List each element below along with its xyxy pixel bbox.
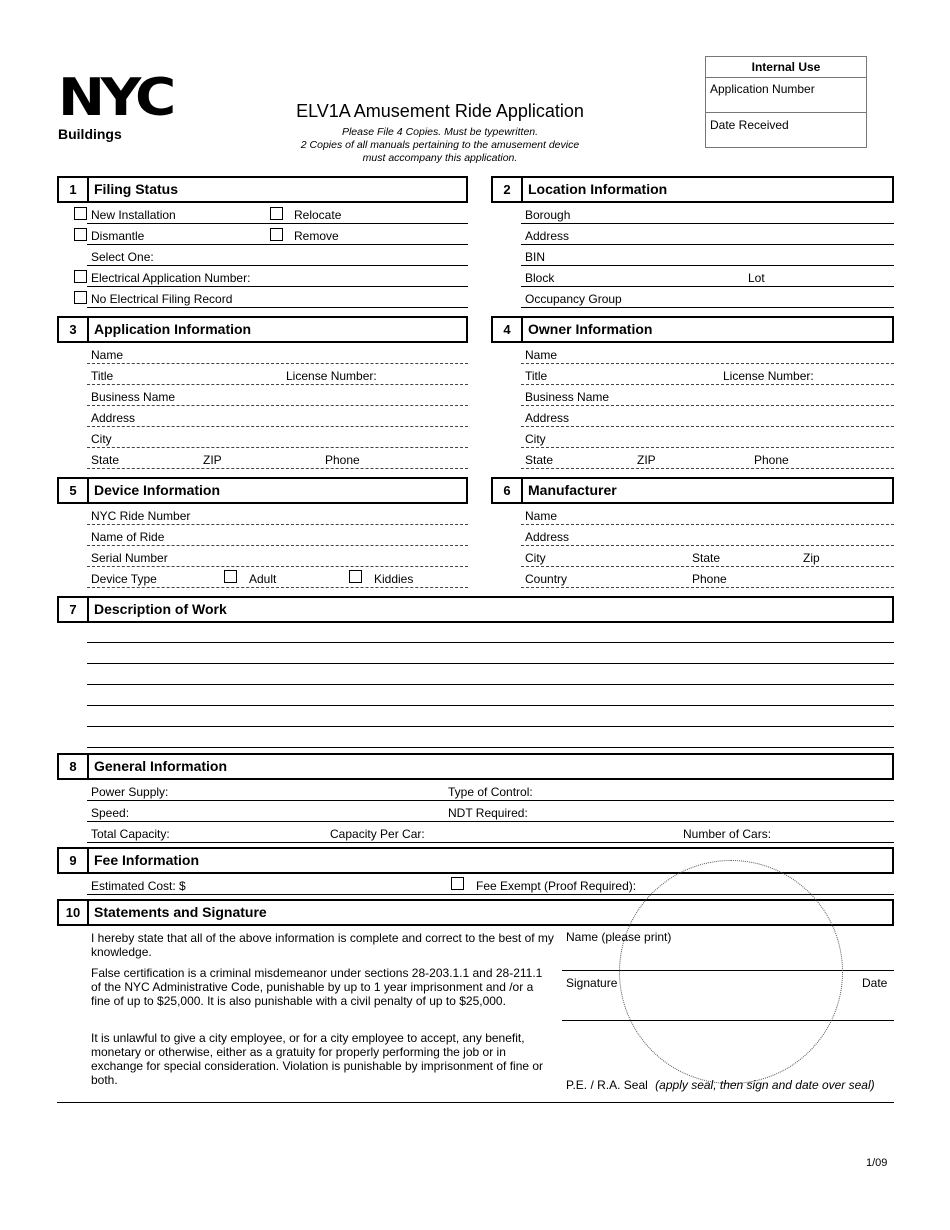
name-print-label: Name (please print) — [566, 930, 672, 944]
seal-circle[interactable] — [619, 860, 843, 1084]
logo-nyc-text: NYC — [58, 68, 172, 128]
section-7-header: 7 Description of Work — [57, 596, 894, 623]
owner-name-field[interactable]: Name — [521, 344, 894, 364]
bottom-rule — [57, 1102, 894, 1103]
section-1-header: 1 Filing Status — [57, 176, 468, 203]
statement-knowledge: I hereby state that all of the above information is complete and correct to the best of my knowledge. — [91, 931, 554, 959]
date-received-field[interactable]: Date Received — [710, 118, 789, 132]
applicant-title-field[interactable]: Title License Number: — [87, 365, 468, 385]
nyc-buildings-logo — [58, 68, 198, 147]
owner-city-field[interactable]: City — [521, 428, 894, 448]
manufacturer-city-state-zip-field[interactable]: City State Zip — [521, 547, 894, 567]
capacity-row[interactable]: Total Capacity: Capacity Per Car: Number of Cars: — [87, 823, 894, 843]
applicant-address-field[interactable]: Address — [87, 407, 468, 427]
dismantle-checkbox[interactable] — [74, 228, 87, 241]
block-lot-field[interactable]: Block Lot — [521, 267, 894, 287]
section-5-header: 5 Device Information — [57, 477, 468, 504]
form-title: ELV1A Amusement Ride Application — [296, 101, 584, 121]
device-type-row: Device Type Adult Kiddies — [87, 568, 468, 588]
speed-ndt-row[interactable]: Speed: NDT Required: — [87, 802, 894, 822]
location-address-field[interactable]: Address — [521, 225, 894, 245]
applicant-name-field[interactable]: Name — [87, 344, 468, 364]
s1-row-4[interactable]: Electrical Application Number: — [87, 267, 468, 287]
s1-row-5: No Electrical Filing Record — [87, 288, 468, 308]
s1-row-3: Select One: — [87, 246, 468, 266]
section-4-header: 4 Owner Information — [491, 316, 894, 343]
new-installation-checkbox[interactable] — [74, 207, 87, 220]
fee-row[interactable]: Estimated Cost: $ Fee Exempt (Proof Required): — [87, 875, 894, 895]
section-3-header: 3 Application Information — [57, 316, 468, 343]
signature-label: Signature — [566, 976, 618, 990]
serial-number-field[interactable]: Serial Number — [87, 547, 468, 567]
owner-business-field[interactable]: Business Name — [521, 386, 894, 406]
description-line-3[interactable] — [87, 684, 894, 685]
power-control-row[interactable]: Power Supply: Type of Control: — [87, 781, 894, 801]
internal-use-title: Internal Use — [706, 57, 866, 78]
ride-name-field[interactable]: Name of Ride — [87, 526, 468, 546]
section-2-header: 2 Location Information — [491, 176, 894, 203]
section-8-header: 8 General Information — [57, 753, 894, 780]
description-line-2[interactable] — [87, 663, 894, 664]
s1-row-1: New Installation Relocate — [87, 204, 468, 224]
manufacturer-address-field[interactable]: Address — [521, 526, 894, 546]
bin-field[interactable]: BIN — [521, 246, 894, 266]
manufacturer-name-field[interactable]: Name — [521, 505, 894, 525]
description-line-5[interactable] — [87, 726, 894, 727]
section-6-header: 6 Manufacturer — [491, 477, 894, 504]
section-10-header: 10 Statements and Signature — [57, 899, 894, 926]
electrical-application-checkbox[interactable] — [74, 270, 87, 283]
applicant-state-zip-phone-field[interactable]: State ZIP Phone — [87, 449, 468, 469]
applicant-city-field[interactable]: City — [87, 428, 468, 448]
application-number-field[interactable]: Application Number — [706, 78, 866, 113]
form-subtitle: Please File 4 Copies. Must be typewritten. 2 Copies of all manuals pertaining to the amusement device must accompany this application. — [300, 126, 580, 164]
internal-use-box — [705, 56, 867, 148]
no-electrical-checkbox[interactable] — [74, 291, 87, 304]
owner-state-zip-phone-field[interactable]: State ZIP Phone — [521, 449, 894, 469]
occupancy-group-field[interactable]: Occupancy Group — [521, 288, 894, 308]
date-label: Date — [862, 976, 888, 990]
ride-number-field[interactable]: NYC Ride Number — [87, 505, 468, 525]
description-line-6[interactable] — [87, 747, 894, 748]
statement-false-certification: False certification is a criminal misdemeanor under sections 28-203.1.1 and 28-211.1 of the NYC Administrative Code, punishable by up to 1 year imprisonment and /or a fine of up to $25,000. It is also punishable with a civil penalty of up to $25,000. — [91, 966, 543, 1008]
relocate-checkbox[interactable] — [270, 207, 283, 220]
adult-checkbox[interactable] — [224, 570, 237, 583]
borough-field[interactable]: Borough — [521, 204, 894, 224]
owner-address-field[interactable]: Address — [521, 407, 894, 427]
logo-buildings-text: Buildings — [58, 126, 122, 142]
description-line-4[interactable] — [87, 705, 894, 706]
kiddies-checkbox[interactable] — [349, 570, 362, 583]
applicant-business-field[interactable]: Business Name — [87, 386, 468, 406]
s1-row-2: Dismantle Remove — [87, 225, 468, 245]
description-line-1[interactable] — [87, 642, 894, 643]
seal-label: P.E. / R.A. Seal (apply seal, then sign and date over seal) — [566, 1078, 875, 1092]
manufacturer-country-phone-field[interactable]: Country Phone — [521, 568, 894, 588]
section-9-header: 9 Fee Information — [57, 847, 894, 874]
revision-date: 1/09 — [866, 1157, 888, 1169]
statement-unlawful-gratuity: It is unlawful to give a city employee, or for a city employee to accept, any benefit, monetary or otherwise, either as a gratuity for properly performing the job or in exchange for special consideration. Violation is punishable by imprisonment of fine or both. — [91, 1031, 544, 1087]
owner-title-field[interactable]: Title License Number: — [521, 365, 894, 385]
fee-exempt-checkbox[interactable] — [451, 877, 464, 890]
remove-checkbox[interactable] — [270, 228, 283, 241]
